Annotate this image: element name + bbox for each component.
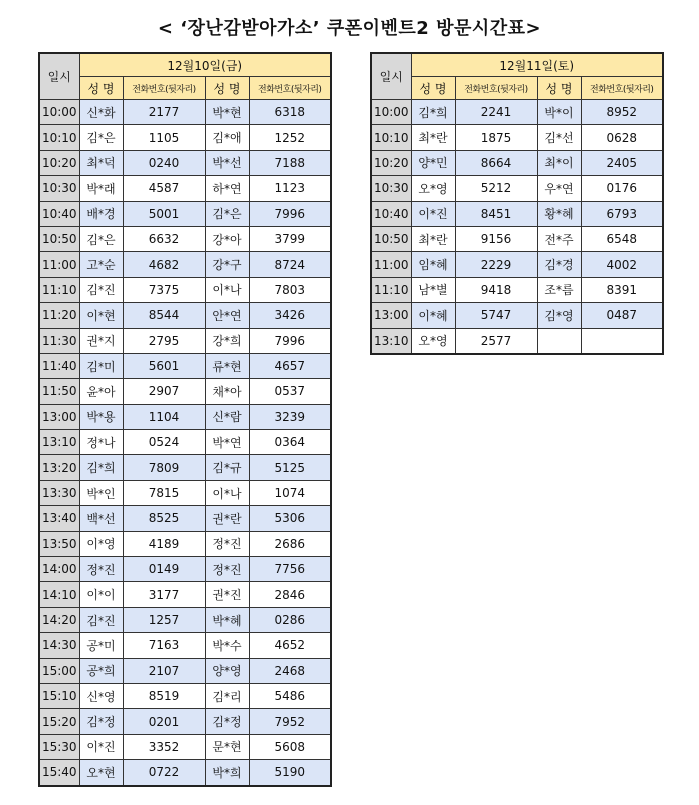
name-cell: 권*진 [205, 582, 249, 607]
name-cell: 김*경 [537, 252, 581, 277]
time-cell: 15:20 [39, 709, 79, 734]
phone-cell: 7756 [249, 557, 331, 582]
table-row [39, 379, 331, 404]
name-cell: 공*희 [79, 658, 123, 683]
time-cell: 13:00 [371, 303, 411, 328]
phone-cell: 2107 [123, 658, 205, 683]
phone-cell: 0487 [581, 303, 663, 328]
time-cell: 10:00 [371, 100, 411, 125]
time-cell: 14:30 [39, 633, 79, 658]
header-name: 성 명 [79, 77, 123, 100]
phone-cell: 7996 [249, 201, 331, 226]
header-name: 성 명 [537, 77, 581, 100]
table-row [39, 201, 331, 226]
time-cell: 13:40 [39, 506, 79, 531]
name-cell: 최*란 [411, 125, 455, 150]
name-cell: 남*별 [411, 277, 455, 302]
name-cell: 김*규 [205, 455, 249, 480]
time-cell: 14:00 [39, 557, 79, 582]
phone-cell: 1104 [123, 404, 205, 429]
header-ilsi: 일시 [371, 53, 411, 100]
phone-cell: 7803 [249, 277, 331, 302]
table-row [39, 480, 331, 505]
name-cell: 최*이 [537, 150, 581, 175]
name-cell: 이*진 [411, 201, 455, 226]
phone-cell: 7809 [123, 455, 205, 480]
time-cell: 10:20 [371, 150, 411, 175]
name-cell: 이*영 [79, 531, 123, 556]
phone-cell: 5747 [455, 303, 537, 328]
table-row [39, 683, 331, 708]
phone-cell: 2229 [455, 252, 537, 277]
name-cell: 김*희 [411, 100, 455, 125]
header-name: 성 명 [205, 77, 249, 100]
name-cell: 이*현 [79, 303, 123, 328]
phone-cell: 7996 [249, 328, 331, 353]
name-cell: 김*애 [205, 125, 249, 150]
name-cell: 김*정 [79, 709, 123, 734]
name-cell: 최*덕 [79, 150, 123, 175]
phone-cell: 0240 [123, 150, 205, 175]
phone-cell: 6548 [581, 226, 663, 251]
table-row [371, 150, 663, 175]
phone-cell: 0628 [581, 125, 663, 150]
header-phone: 전화번호(뒷자리) [123, 77, 205, 100]
time-cell: 10:10 [371, 125, 411, 150]
name-cell: 박*인 [79, 480, 123, 505]
phone-cell: 0364 [249, 430, 331, 455]
phone-cell: 1123 [249, 176, 331, 201]
name-cell: 신*람 [205, 404, 249, 429]
header-date: 12월10일(금) [79, 53, 331, 77]
name-cell: 양*민 [411, 150, 455, 175]
table-row [39, 658, 331, 683]
name-cell: 조*름 [537, 277, 581, 302]
name-cell: 윤*아 [79, 379, 123, 404]
name-cell: 황*혜 [537, 201, 581, 226]
table-row [371, 328, 663, 354]
phone-cell: 2241 [455, 100, 537, 125]
name-cell: 오*영 [411, 176, 455, 201]
name-cell: 정*나 [79, 430, 123, 455]
phone-cell: 3177 [123, 582, 205, 607]
phone-cell: 2577 [455, 328, 537, 354]
time-cell: 11:20 [39, 303, 79, 328]
table-row [39, 430, 331, 455]
table-row [371, 100, 663, 125]
name-cell: 박*래 [79, 176, 123, 201]
name-cell: 정*진 [205, 557, 249, 582]
time-cell: 13:20 [39, 455, 79, 480]
table-row [39, 455, 331, 480]
phone-cell: 7163 [123, 633, 205, 658]
table-row [39, 252, 331, 277]
phone-cell: 5125 [249, 455, 331, 480]
name-cell [537, 328, 581, 354]
phone-cell: 0176 [581, 176, 663, 201]
table-row [371, 125, 663, 150]
phone-cell: 2405 [581, 150, 663, 175]
time-cell: 14:20 [39, 607, 79, 632]
name-cell: 박*용 [79, 404, 123, 429]
name-cell: 이*이 [79, 582, 123, 607]
name-cell: 박*이 [537, 100, 581, 125]
time-cell: 15:00 [39, 658, 79, 683]
time-cell: 15:40 [39, 760, 79, 786]
name-cell: 김*은 [205, 201, 249, 226]
name-cell: 정*진 [205, 531, 249, 556]
name-cell: 전*주 [537, 226, 581, 251]
phone-cell: 1875 [455, 125, 537, 150]
phone-cell: 5608 [249, 734, 331, 759]
name-cell: 임*혜 [411, 252, 455, 277]
name-cell: 김*은 [79, 125, 123, 150]
name-cell: 김*미 [79, 353, 123, 378]
table-row [39, 404, 331, 429]
name-cell: 이*나 [205, 277, 249, 302]
table-row [39, 328, 331, 353]
name-cell: 류*현 [205, 353, 249, 378]
phone-cell: 4657 [249, 353, 331, 378]
time-cell: 11:10 [371, 277, 411, 302]
phone-cell: 2907 [123, 379, 205, 404]
time-cell: 13:10 [39, 430, 79, 455]
header-ilsi: 일시 [39, 53, 79, 100]
phone-cell: 1252 [249, 125, 331, 150]
phone-cell: 8544 [123, 303, 205, 328]
phone-cell: 8391 [581, 277, 663, 302]
name-cell: 오*현 [79, 760, 123, 786]
name-cell: 정*진 [79, 557, 123, 582]
phone-cell: 5212 [455, 176, 537, 201]
phone-cell: 4587 [123, 176, 205, 201]
phone-cell: 0524 [123, 430, 205, 455]
phone-cell: 8451 [455, 201, 537, 226]
phone-cell: 5601 [123, 353, 205, 378]
name-cell: 김*진 [79, 277, 123, 302]
name-cell: 박*혜 [205, 607, 249, 632]
name-cell: 우*연 [537, 176, 581, 201]
phone-cell: 6318 [249, 100, 331, 125]
time-cell: 15:30 [39, 734, 79, 759]
name-cell: 신*영 [79, 683, 123, 708]
header-date: 12월11일(토) [411, 53, 663, 77]
time-cell: 10:50 [371, 226, 411, 251]
table-row [371, 277, 663, 302]
phone-cell: 9156 [455, 226, 537, 251]
table-row [39, 176, 331, 201]
table-row [39, 100, 331, 125]
name-cell: 강*아 [205, 226, 249, 251]
time-cell: 11:40 [39, 353, 79, 378]
phone-cell: 2686 [249, 531, 331, 556]
phone-cell: 8724 [249, 252, 331, 277]
table-row [371, 201, 663, 226]
phone-cell: 8664 [455, 150, 537, 175]
phone-cell: 4002 [581, 252, 663, 277]
time-cell: 14:10 [39, 582, 79, 607]
table-row [371, 176, 663, 201]
name-cell: 배*경 [79, 201, 123, 226]
phone-cell: 2177 [123, 100, 205, 125]
table-row [39, 633, 331, 658]
phone-cell: 0286 [249, 607, 331, 632]
phone-cell: 0149 [123, 557, 205, 582]
name-cell: 이*진 [79, 734, 123, 759]
time-cell: 13:50 [39, 531, 79, 556]
name-cell: 오*영 [411, 328, 455, 354]
phone-cell: 5190 [249, 760, 331, 786]
time-cell: 11:10 [39, 277, 79, 302]
time-cell: 10:50 [39, 226, 79, 251]
phone-cell: 0722 [123, 760, 205, 786]
phone-cell [581, 328, 663, 354]
name-cell: 박*연 [205, 430, 249, 455]
name-cell: 신*화 [79, 100, 123, 125]
phone-cell: 7952 [249, 709, 331, 734]
phone-cell: 2846 [249, 582, 331, 607]
name-cell: 박*희 [205, 760, 249, 786]
name-cell: 양*영 [205, 658, 249, 683]
schedule-table-day2 [370, 52, 664, 355]
phone-cell: 4682 [123, 252, 205, 277]
name-cell: 박*현 [205, 100, 249, 125]
header-name: 성 명 [411, 77, 455, 100]
time-cell: 10:30 [371, 176, 411, 201]
table-row [371, 252, 663, 277]
phone-cell: 7815 [123, 480, 205, 505]
name-cell: 김*정 [205, 709, 249, 734]
phone-cell: 3352 [123, 734, 205, 759]
table-row [39, 734, 331, 759]
time-cell: 15:10 [39, 683, 79, 708]
phone-cell: 5306 [249, 506, 331, 531]
name-cell: 문*현 [205, 734, 249, 759]
time-cell: 13:30 [39, 480, 79, 505]
table-row [39, 226, 331, 251]
phone-cell: 3239 [249, 404, 331, 429]
phone-cell: 5001 [123, 201, 205, 226]
time-cell: 10:10 [39, 125, 79, 150]
name-cell: 안*연 [205, 303, 249, 328]
name-cell: 최*란 [411, 226, 455, 251]
phone-cell: 3799 [249, 226, 331, 251]
time-cell: 11:00 [371, 252, 411, 277]
table-row [39, 582, 331, 607]
name-cell: 강*구 [205, 252, 249, 277]
name-cell: 백*선 [79, 506, 123, 531]
time-cell: 13:00 [39, 404, 79, 429]
name-cell: 강*희 [205, 328, 249, 353]
name-cell: 권*란 [205, 506, 249, 531]
phone-cell: 5486 [249, 683, 331, 708]
phone-cell: 0537 [249, 379, 331, 404]
name-cell: 박*선 [205, 150, 249, 175]
time-cell: 10:30 [39, 176, 79, 201]
table-row [39, 709, 331, 734]
time-cell: 10:00 [39, 100, 79, 125]
page-title: < ‘장난감받아가소’ 쿠폰이벤트2 방문시간표> [157, 18, 542, 39]
table-row [39, 760, 331, 786]
name-cell: 채*아 [205, 379, 249, 404]
time-cell: 11:00 [39, 252, 79, 277]
header-phone: 전화번호(뒷자리) [249, 77, 331, 100]
phone-cell: 7375 [123, 277, 205, 302]
name-cell: 권*지 [79, 328, 123, 353]
phone-cell: 6793 [581, 201, 663, 226]
phone-cell: 1105 [123, 125, 205, 150]
phone-cell: 4652 [249, 633, 331, 658]
table-row [39, 506, 331, 531]
phone-cell: 8952 [581, 100, 663, 125]
table-row [39, 150, 331, 175]
phone-cell: 0201 [123, 709, 205, 734]
table-row [39, 531, 331, 556]
name-cell: 고*순 [79, 252, 123, 277]
time-cell: 13:10 [371, 328, 411, 354]
time-cell: 10:20 [39, 150, 79, 175]
name-cell: 김*영 [537, 303, 581, 328]
name-cell: 김*진 [79, 607, 123, 632]
phone-cell: 2795 [123, 328, 205, 353]
time-cell: 10:40 [39, 201, 79, 226]
table-row [371, 226, 663, 251]
time-cell: 11:30 [39, 328, 79, 353]
name-cell: 하*연 [205, 176, 249, 201]
time-cell: 10:40 [371, 201, 411, 226]
header-phone: 전화번호(뒷자리) [581, 77, 663, 100]
phone-cell: 8519 [123, 683, 205, 708]
phone-cell: 6632 [123, 226, 205, 251]
phone-cell: 9418 [455, 277, 537, 302]
name-cell: 김*선 [537, 125, 581, 150]
name-cell: 이*혜 [411, 303, 455, 328]
name-cell: 김*희 [79, 455, 123, 480]
phone-cell: 2468 [249, 658, 331, 683]
table-row [39, 277, 331, 302]
table-row [371, 303, 663, 328]
phone-cell: 4189 [123, 531, 205, 556]
phone-cell: 1257 [123, 607, 205, 632]
phone-cell: 3426 [249, 303, 331, 328]
schedule-table-day1 [38, 52, 332, 787]
name-cell: 김*리 [205, 683, 249, 708]
table-row [39, 303, 331, 328]
time-cell: 11:50 [39, 379, 79, 404]
phone-cell: 8525 [123, 506, 205, 531]
table-row [39, 557, 331, 582]
name-cell: 김*은 [79, 226, 123, 251]
name-cell: 공*미 [79, 633, 123, 658]
table-row [39, 125, 331, 150]
table-row [39, 353, 331, 378]
phone-cell: 7188 [249, 150, 331, 175]
phone-cell: 1074 [249, 480, 331, 505]
name-cell: 이*나 [205, 480, 249, 505]
name-cell: 박*수 [205, 633, 249, 658]
table-row [39, 607, 331, 632]
header-phone: 전화번호(뒷자리) [455, 77, 537, 100]
